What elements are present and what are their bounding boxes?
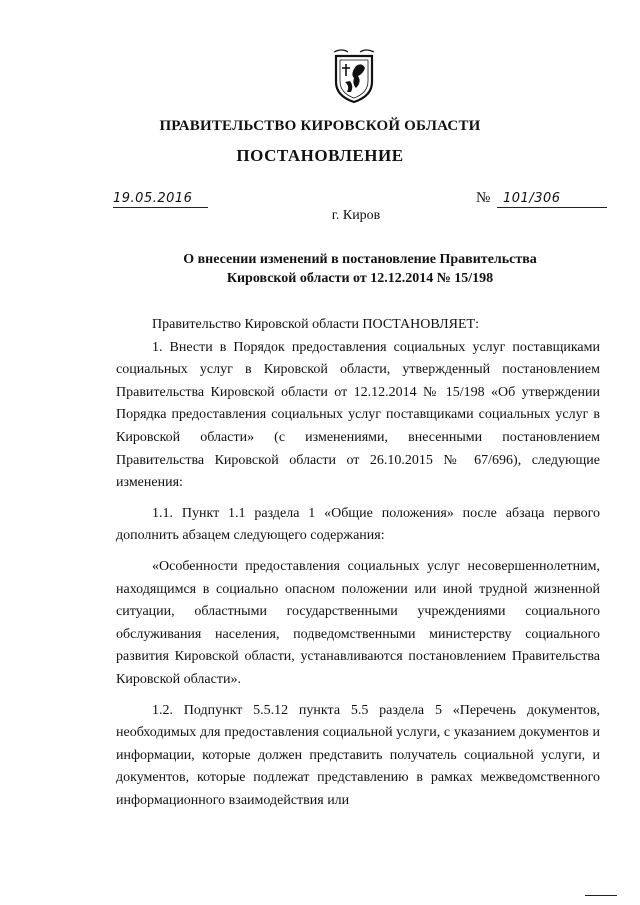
subject-line-2: Кировской области от 12.12.2014 № 15/198 xyxy=(226,271,494,286)
subject-line-1: О внесении изменений в постановление Правительства xyxy=(183,252,537,267)
number-sign: № xyxy=(476,190,491,206)
document-subject xyxy=(140,250,580,288)
document-type: ПОСТАНОВЛЕНИЕ xyxy=(236,146,404,165)
government-name: ПРАВИТЕЛЬСТВО КИРОВСКОЙ ОБЛАСТИ xyxy=(159,118,481,134)
paragraph-quote: «Особенности предоставления социальных услуг несовершеннолетним, находящимся в социально опасном положении или иной трудной жизненной ситуации, областными государственными учреждениями социального обслуживания населения, подведомственными министерству социального развития Кировской области, устанавливаются постановлением Правительства Кировской области». xyxy=(116,558,600,687)
paragraph-item-1-2: 1.2. Подпункт 5.5.12 пункта 5.5 раздела 5 «Перечень документов, необходимых для предоставления социальной услуги, с указанием документов и информации, которые должен представить получатель социальной услуги, и документов, которые подлежат представлению в рамках межведомственного информационного взаимодействия или xyxy=(116,702,600,808)
document-body xyxy=(116,314,600,812)
paragraph-item-1: 1. Внести в Порядок предоставления социальных услуг поставщиками социальных услуг в Кировской области, утвержденный постановлением Правительства Кировской области от 12.12.2014 № 15/198 «Об утверждении Порядка предоставления социальных услуг поставщиками социальных услуг в Кировской области» (с изменениями, внесенными постановлением Правительства Кировской области от 26.10.2015 № 67/696), следующие изменения: xyxy=(116,339,600,491)
document-number: 101/306 xyxy=(497,191,607,208)
footer-line xyxy=(585,895,617,896)
paragraph-item-1-1: 1.1. Пункт 1.1 раздела 1 «Общие положения» после абзаца первого дополнить абзацем следующего содержания: xyxy=(116,505,600,544)
coat-of-arms-icon xyxy=(332,48,376,104)
city-name: г. Киров xyxy=(331,208,381,223)
document-date: 19.05.2016 xyxy=(113,191,208,208)
paragraph-resolves: Правительство Кировской области ПОСТАНОВЛЯЕТ: xyxy=(152,317,479,332)
